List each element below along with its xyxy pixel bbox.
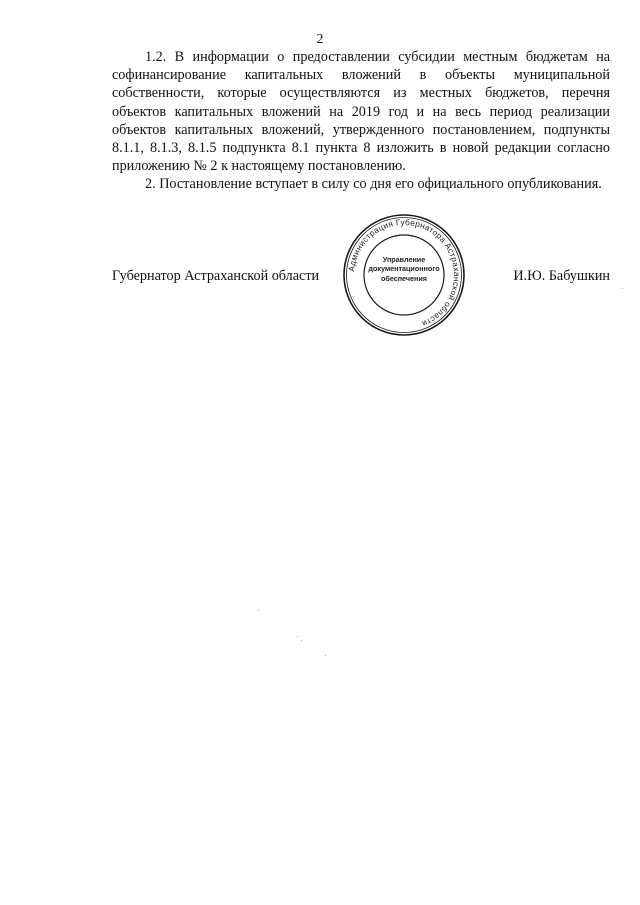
- document-body: [112, 48, 610, 194]
- seal-line-3: обеспечения: [380, 273, 427, 283]
- official-seal: [342, 213, 466, 337]
- scan-speck: [325, 655, 326, 656]
- seal-line-2: документационного: [368, 264, 440, 274]
- seal-center-text: [367, 255, 441, 283]
- seal-ring-text: Администрация Губернатора Астраханской области: [347, 217, 462, 329]
- scan-speck: [301, 640, 302, 641]
- seal-line-1: Управление: [382, 255, 426, 264]
- scan-speck: [622, 288, 623, 289]
- signer-name: И.Ю. Бабушкин: [513, 268, 610, 284]
- paragraph-1-2: 1.2. В информации о предоставлении субсидии местным бюджетам на софинансирование капитальных вложений в объекты муниципальной собственности, которые осуществляются из местных бюджетов, перечня объектов капитальных вложений на 2019 год и на весь период реализации объектов капитальных вложений, утвержденного постановлением, подпункты 8.1.1, 8.1.3, 8.1.5 подпункта 8.1 пункта 8 изложить в новой редакции согласно приложению № 2 к настоящему постановлению.: [112, 49, 610, 175]
- signer-position: Губернатор Астраханской области: [112, 268, 320, 284]
- page-number: 2: [316, 32, 324, 47]
- paragraph-2: 2. Постановление вступает в силу со дня его официального опубликования.: [145, 176, 602, 193]
- scan-speck: [258, 610, 259, 611]
- scan-speck: [297, 636, 298, 637]
